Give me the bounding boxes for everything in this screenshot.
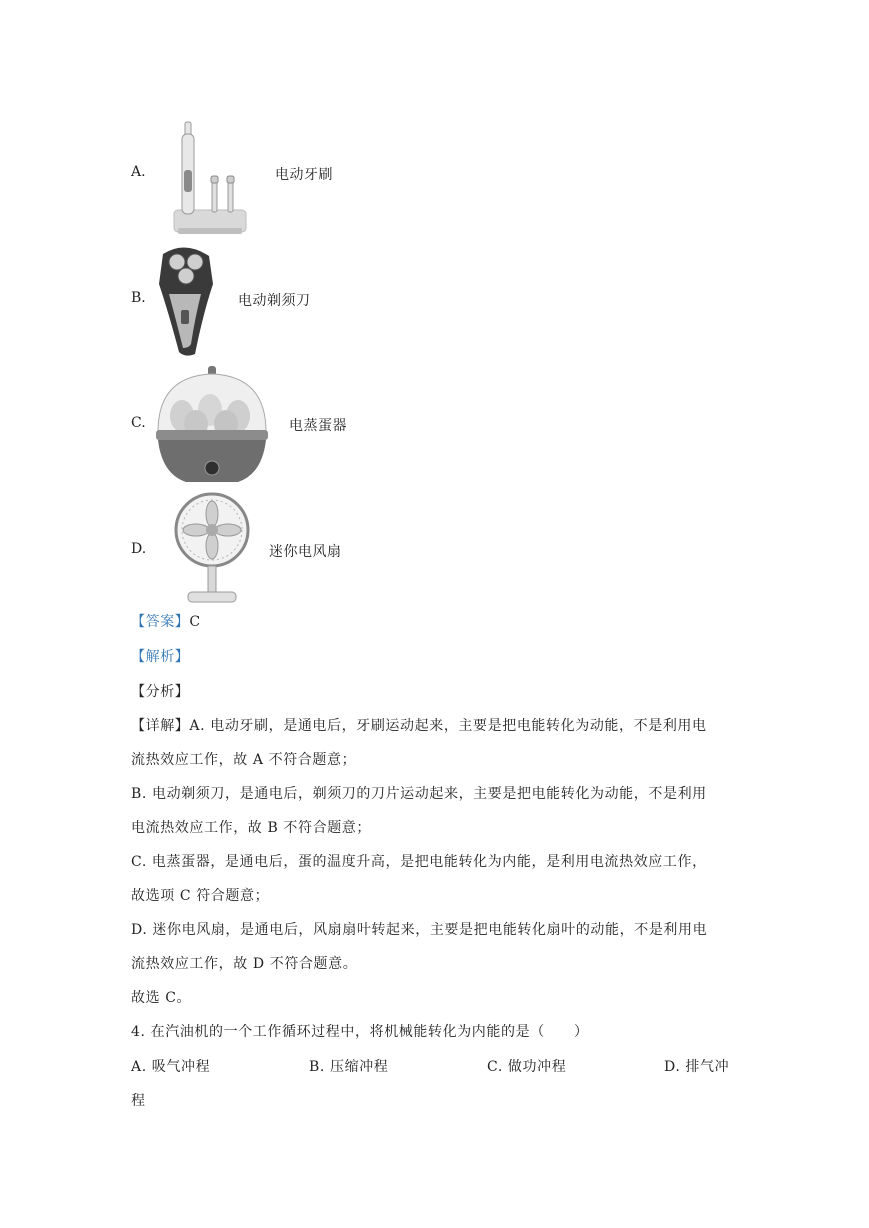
option-b-letter: B. bbox=[131, 290, 146, 306]
option-d-caption: 迷你电风扇 bbox=[269, 544, 342, 560]
detail-line-2: 流热效应工作，故 A 不符合题意； bbox=[131, 752, 357, 768]
detail-tag: 【详解】 bbox=[131, 718, 190, 734]
q4-choice-d: D. 排气冲 bbox=[664, 1059, 730, 1075]
detail-line-4: 电流热效应工作，故 B 不符合题意； bbox=[131, 820, 371, 836]
option-c-letter: C. bbox=[131, 415, 146, 431]
detail-line-8: 流热效应工作，故 D 不符合题意。 bbox=[131, 956, 358, 972]
answer-value: C bbox=[189, 614, 201, 630]
q4-choice-c: C. 做功冲程 bbox=[487, 1059, 567, 1075]
answer-tag: 【答案】 bbox=[131, 614, 190, 630]
q4-choice-b: B. 压缩冲程 bbox=[309, 1059, 389, 1075]
detail-line-6: 故选项 C 符合题意； bbox=[131, 888, 270, 904]
egg-steamer-icon bbox=[152, 362, 272, 486]
analysis-tag: 【解析】 bbox=[131, 649, 190, 665]
fenxi-tag: 【分析】 bbox=[131, 684, 190, 700]
q4-choice-d-wrap: 程 bbox=[131, 1093, 146, 1109]
option-c-caption: 电蒸蛋器 bbox=[289, 418, 347, 434]
option-d-letter: D. bbox=[131, 541, 147, 557]
option-a-letter: A. bbox=[131, 164, 146, 180]
detail-text-1: A. 电动牙刷，是通电后，牙刷运动起来，主要是把电能转化为动能，不是利用电 bbox=[189, 718, 707, 734]
detail-line-1 bbox=[131, 716, 707, 736]
mini-fan-icon bbox=[168, 490, 258, 606]
electric-toothbrush-icon bbox=[172, 120, 248, 236]
electric-shaver-icon bbox=[155, 244, 217, 358]
detail-line-3: B. 电动剃须刀，是通电后，剃须刀的刀片运动起来，主要是把电能转化为动能，不是利用 bbox=[131, 786, 707, 802]
detail-line-5: C. 电蒸蛋器，是通电后，蛋的温度升高，是把电能转化为内能，是利用电流热效应工作， bbox=[131, 854, 707, 870]
option-a-caption: 电动牙刷 bbox=[275, 167, 333, 183]
detail-line-7: D. 迷你电风扇，是通电后，风扇扇叶转起来，主要是把电能转化扇叶的动能，不是利用电 bbox=[131, 922, 708, 938]
final-choice-line: 故选 C。 bbox=[131, 990, 192, 1006]
q4-choice-a: A. 吸气冲程 bbox=[131, 1059, 211, 1075]
option-b-caption: 电动剃须刀 bbox=[238, 293, 311, 309]
answer-line bbox=[131, 612, 201, 632]
question-4-stem: 4. 在汽油机的一个工作循环过程中，将机械能转化为内能的是（ ） bbox=[131, 1024, 589, 1040]
